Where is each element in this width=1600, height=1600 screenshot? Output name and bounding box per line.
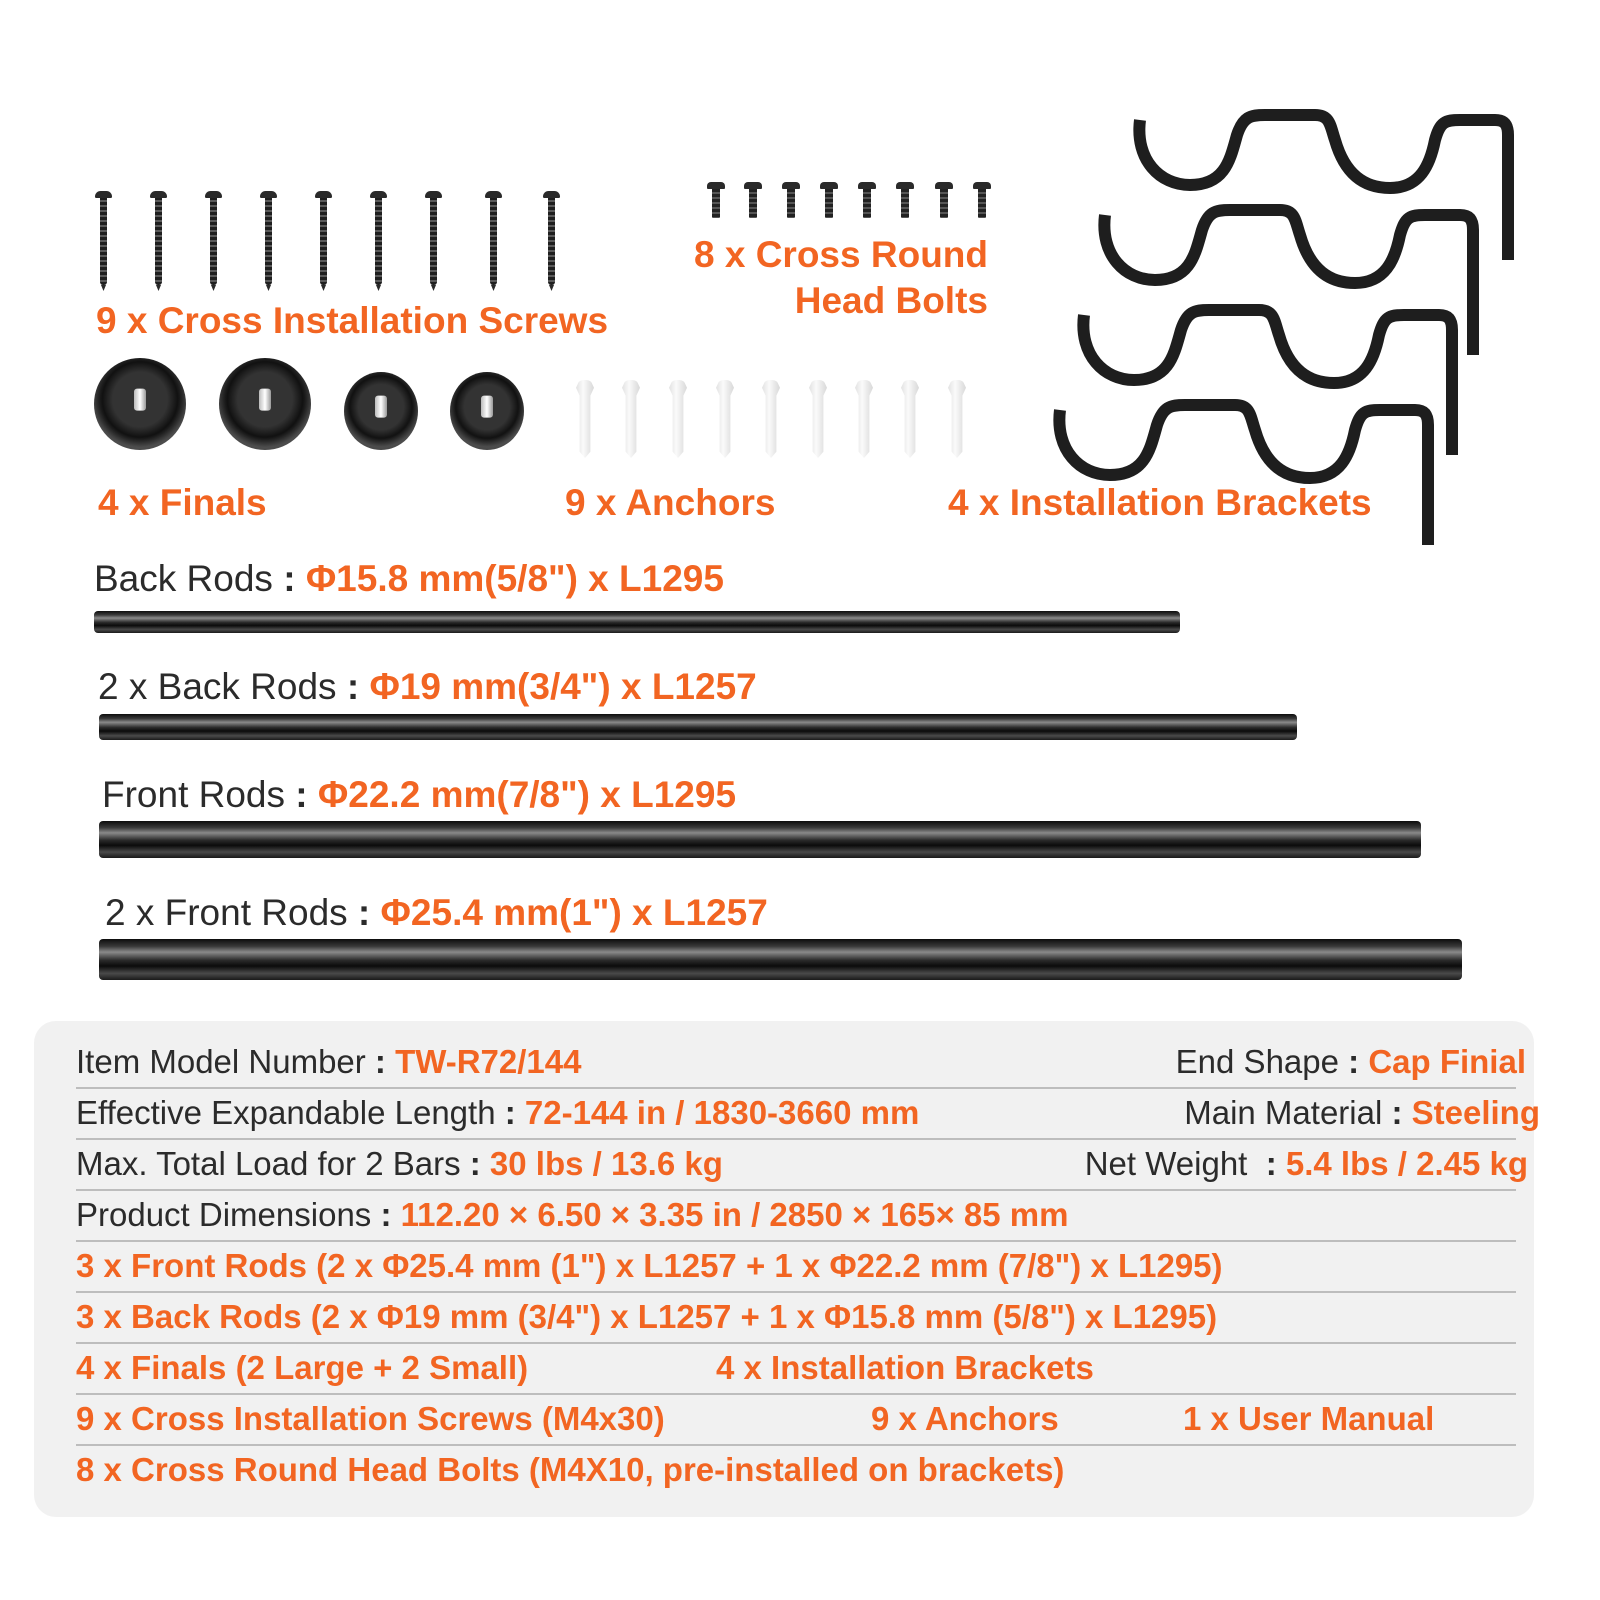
rod-sep: :: [285, 774, 318, 815]
spec-value: 9 x Cross Installation Screws (M4x30): [76, 1400, 665, 1437]
spec-value: 8 x Cross Round Head Bolts (M4X10, pre-installed on brackets): [76, 1451, 1065, 1488]
rod-sep: :: [336, 666, 370, 707]
rod-spec: Φ22.2 mm(7/8") x L1295: [317, 774, 737, 815]
spec-key: Effective Expandable Length: [76, 1094, 496, 1131]
spec-row-load: [76, 1139, 1528, 1191]
spec-value: 72-144 in / 1830-3660 mm: [524, 1094, 920, 1131]
screw-icon: [490, 197, 497, 285]
finial-icon: [450, 372, 524, 450]
bracket-icon: [1059, 405, 1428, 545]
anchor-icon: [948, 380, 966, 458]
spec-key: Main Material: [1184, 1094, 1383, 1131]
spec-row-back-rods: [76, 1292, 1516, 1344]
spec-row-model: [76, 1037, 1526, 1089]
screw-icon: [210, 197, 217, 285]
bolt-icon: [749, 184, 757, 218]
rod-label-front-2: [105, 892, 768, 934]
anchor-icon: [669, 380, 687, 458]
anchor-icon: [622, 380, 640, 458]
spec-row-screws-anchors-manual: [76, 1394, 1516, 1446]
spec-sep: :: [1382, 1094, 1412, 1131]
bolt-icon: [787, 184, 795, 218]
bracket-icon: [1104, 210, 1473, 355]
spec-value: 30 lbs / 13.6 kg: [489, 1145, 723, 1182]
anchors-label: 9 x Anchors: [565, 482, 776, 523]
finial-icon: [94, 358, 186, 450]
spec-sep: :: [495, 1094, 525, 1131]
rod-sep: :: [347, 892, 381, 933]
brackets-label: 4 x Installation Brackets: [948, 482, 1372, 523]
screw-icon: [430, 197, 437, 285]
spec-sep: :: [365, 1043, 396, 1080]
rod-label-back-1: [94, 558, 724, 600]
screws-label: 9 x Cross Installation Screws: [96, 300, 609, 341]
screw-icon: [265, 197, 272, 285]
spec-row-front-rods: [76, 1241, 1516, 1293]
anchor-icon: [855, 380, 873, 458]
screw-icon: [100, 197, 107, 285]
spec-key: Max. Total Load for 2 Bars: [76, 1145, 461, 1182]
spec-value: 1 x User Manual: [1183, 1400, 1435, 1437]
bracket-icon: [1083, 310, 1452, 455]
rod-front-small: [99, 821, 1421, 858]
spec-row-bolts: [76, 1445, 1516, 1495]
screw-icon: [548, 197, 555, 285]
rod-front-large: [99, 939, 1462, 980]
screw-icon: [155, 197, 162, 285]
spec-row-dimensions: [76, 1190, 1516, 1242]
rod-name: Back Rods: [94, 558, 273, 599]
bolt-icon: [825, 184, 833, 218]
spec-material: [1184, 1088, 1540, 1138]
screw-icon: [375, 197, 382, 285]
bolt-icon: [712, 184, 720, 218]
rod-back-small: [94, 611, 1180, 633]
bolt-icon: [978, 184, 986, 218]
finials-label: 4 x Finals: [98, 482, 267, 523]
bolts-label-line1: 8 x Cross Round: [694, 234, 988, 275]
spec-value: 3 x Back Rods (2 x Φ19 mm (3/4") x L1257 + 1 x Φ15.8 mm (5/8") x L1295): [76, 1298, 1218, 1335]
bolt-icon: [940, 184, 948, 218]
finial-icon: [344, 372, 418, 450]
spec-sep: :: [1338, 1043, 1369, 1080]
rod-name: 2 x Back Rods: [98, 666, 337, 707]
spec-sep: :: [371, 1196, 401, 1233]
bolt-icon: [863, 184, 871, 218]
finial-icon: [219, 358, 311, 450]
spec-value: 4 x Installation Brackets: [716, 1349, 1094, 1386]
anchor-icon: [576, 380, 594, 458]
spec-row-finials-brackets: [76, 1343, 1516, 1395]
rod-spec: Φ15.8 mm(5/8") x L1295: [305, 558, 724, 599]
bolt-icon: [901, 184, 909, 218]
rod-spec: Φ19 mm(3/4") x L1257: [369, 666, 757, 707]
bolts-label-line2: Head Bolts: [794, 280, 988, 321]
spec-sep: :: [460, 1145, 490, 1182]
spec-value: 9 x Anchors: [871, 1400, 1059, 1437]
rod-label-front-1: [102, 774, 736, 816]
anchor-icon: [901, 380, 919, 458]
spec-value: TW-R72/144: [395, 1043, 582, 1080]
spec-key: Item Model Number: [76, 1043, 366, 1080]
spec-key: End Shape: [1175, 1043, 1339, 1080]
rod-label-back-2: [98, 666, 757, 708]
anchor-icon: [762, 380, 780, 458]
spec-value: 4 x Finals (2 Large + 2 Small): [76, 1349, 529, 1386]
rod-sep: :: [272, 558, 306, 599]
spec-sep: :: [1247, 1145, 1286, 1182]
spec-value: Cap Finial: [1368, 1043, 1526, 1080]
anchor-icon: [716, 380, 734, 458]
spec-key: Net Weight: [1084, 1145, 1248, 1182]
anchor-icon: [809, 380, 827, 458]
spec-value: 112.20 × 6.50 × 3.35 in / 2850 × 165× 85 mm: [400, 1196, 1069, 1233]
rod-name: Front Rods: [102, 774, 286, 815]
spec-value: 5.4 lbs / 2.45 kg: [1285, 1145, 1528, 1182]
spec-panel: [34, 1021, 1540, 1517]
spec-value: Steeling: [1411, 1094, 1540, 1131]
rod-back-large: [99, 714, 1297, 740]
rod-spec: Φ25.4 mm(1") x L1257: [380, 892, 768, 933]
screw-icon: [320, 197, 327, 285]
spec-key: Product Dimensions: [76, 1196, 372, 1233]
spec-value: 3 x Front Rods (2 x Φ25.4 mm (1") x L1257 + 1 x Φ22.2 mm (7/8") x L1295): [76, 1247, 1223, 1284]
spec-end-shape: [1176, 1037, 1526, 1087]
spec-weight: [1085, 1139, 1528, 1189]
rod-name: 2 x Front Rods: [105, 892, 348, 933]
spec-row-length: [76, 1088, 1540, 1140]
